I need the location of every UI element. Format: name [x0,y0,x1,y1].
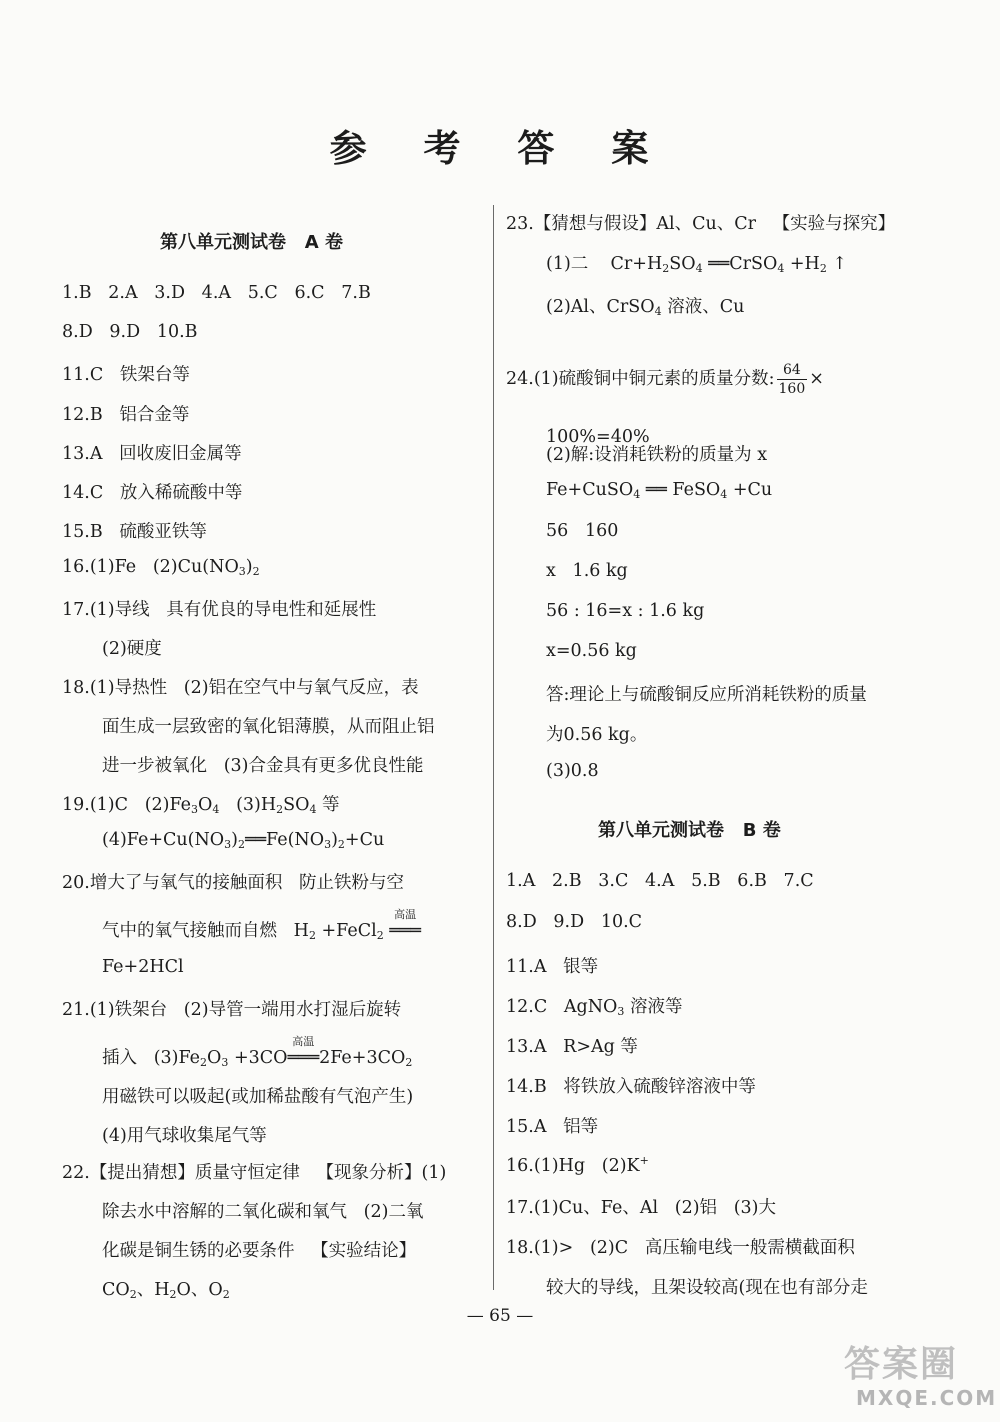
answer-line: 用磁铁可以吸起(或加稀盐酸有气泡产生) [102,1087,414,1107]
answer-line: (1)二 $Cr+H_2SO_4$ ══CrSO$_4$ $+H_2$ ↑ [546,254,848,275]
answer-line: 气中的氧气接触而自燃 $H_2$ +FeCl$_2$ 高温 ═══ [102,908,421,942]
answer-line: 21.(1)铁架台 (2)导管一端用水打湿后旋转 [62,1000,402,1020]
answer-line: 56 160 [546,521,619,541]
answer-line: 100%=40% [546,427,650,447]
watermark-text: 答案圈 [844,1344,959,1385]
answer-line: 19.(1)C $(2)Fe_3O_4$ $(3)H_2SO_4$ 等 [62,795,340,816]
answer-line: Fe+2HCl [102,957,184,977]
answer-line: 答:理论上与硫酸铜反应所消耗铁粉的质量 [546,685,867,705]
answer-line: 24.(1)硫酸铜中铜元素的质量分数: $\frac{64}{160}$ × [506,362,824,397]
answer-line: 12.B 铝合金等 [62,405,190,425]
answer-line: 13.A R>Ag 等 [506,1037,638,1057]
answer-line: 为0.56 kg。 [546,725,648,745]
answer-line: 18.(1)> (2)C 高压输电线一般需横截面积 [506,1238,855,1258]
section-heading-a: 第八单元测试卷 A 卷 [160,232,343,253]
answer-line: 16.(1)Hg (2)K+ [506,1154,649,1176]
answer-line: 23.【猜想与假设】Al、Cu、Cr 【实验与探究】 [506,214,896,234]
answer-line: Fe+CuSO$_4$ ══ FeSO$_4$ +Cu [546,480,773,501]
answer-line: 16.(1)Fe $(2)Cu(NO_3)_2$ [62,557,260,578]
answer-line: (3)0.8 [546,761,599,781]
answer-line: $(4)Fe+Cu(NO_3)_2══Fe(NO_3)_2+Cu$ [102,830,385,851]
answer-line: 较大的导线，且架设较高(现在也有部分走 [546,1278,868,1298]
section-heading-b: 第八单元测试卷 B 卷 [598,820,781,841]
answer-line: x 1.6 kg [546,561,628,581]
answer-line: 15.B 硫酸亚铁等 [62,522,207,542]
answer-line: (2)硬度 [102,639,162,659]
page-number: — 65 — [466,1306,534,1326]
watermark-domain: MXQE.COM [856,1386,998,1410]
column-divider [493,205,494,1290]
answer-line: (2)解:设消耗铁粉的质量为 x [546,445,768,465]
page-title: 参 考 答 案 [329,127,671,170]
answer-line: 12.C AgNO$_3$ 溶液等 [506,997,683,1018]
answer-line: 11.A 银等 [506,957,599,977]
fraction: $\frac{64}{160}$ [778,362,806,397]
answer-line: 14.C 放入稀硫酸中等 [62,483,243,503]
answer-line: (4)用气球收集尾气等 [102,1126,267,1146]
answer-line: 进一步被氧化 (3)合金具有更多优良性能 [102,756,424,776]
answer-line: 1.B 2.A 3.D 4.A 5.C 6.C 7.B [62,283,371,303]
answer-line: (2)Al、CrSO$_4$ 溶液、Cu [546,297,745,318]
answer-line: 面生成一层致密的氧化铝薄膜，从而阻止铝 [102,717,435,737]
answer-line: 17.(1)Cu、Fe、Al (2)铝 (3)大 [506,1198,777,1218]
answer-line: $CO_2$、$H_2O$、$O_2$ [102,1280,230,1301]
answer-line: 插入 $(3)Fe_2O_3 +3CO$ 高温 $═══2Fe+3CO_2$ [102,1035,413,1069]
answer-line: 14.B 将铁放入硫酸锌溶液中等 [506,1077,756,1097]
answer-line: 11.C 铁架台等 [62,365,190,385]
answer-line: 8.D 9.D 10.C [506,912,643,932]
answer-line: 22.【提出猜想】质量守恒定律 【现象分析】(1) [62,1163,447,1183]
answer-line: 1.A 2.B 3.C 4.A 5.B 6.B 7.C [506,871,814,891]
answer-line: 56 : 16=x : 1.6 kg [546,601,705,621]
answer-line: 13.A 回收废旧金属等 [62,444,242,464]
answer-line: 20.增大了与氧气的接触面积 防止铁粉与空 [62,873,405,893]
answer-line: 除去水中溶解的二氧化碳和氧气 (2)二氧 [102,1202,424,1222]
watermark-logo [838,1336,998,1412]
answer-line: 8.D 9.D 10.B [62,322,198,342]
answer-line: 15.A 铝等 [506,1117,599,1137]
answer-line: 化碳是铜生锈的必要条件 【实验结论】 [102,1241,417,1261]
answer-line: 18.(1)导热性 (2)铝在空气中与氧气反应，表 [62,678,419,698]
answer-line: 17.(1)导线 具有优良的导电性和延展性 [62,600,377,620]
answer-line: x=0.56 kg [546,641,637,661]
